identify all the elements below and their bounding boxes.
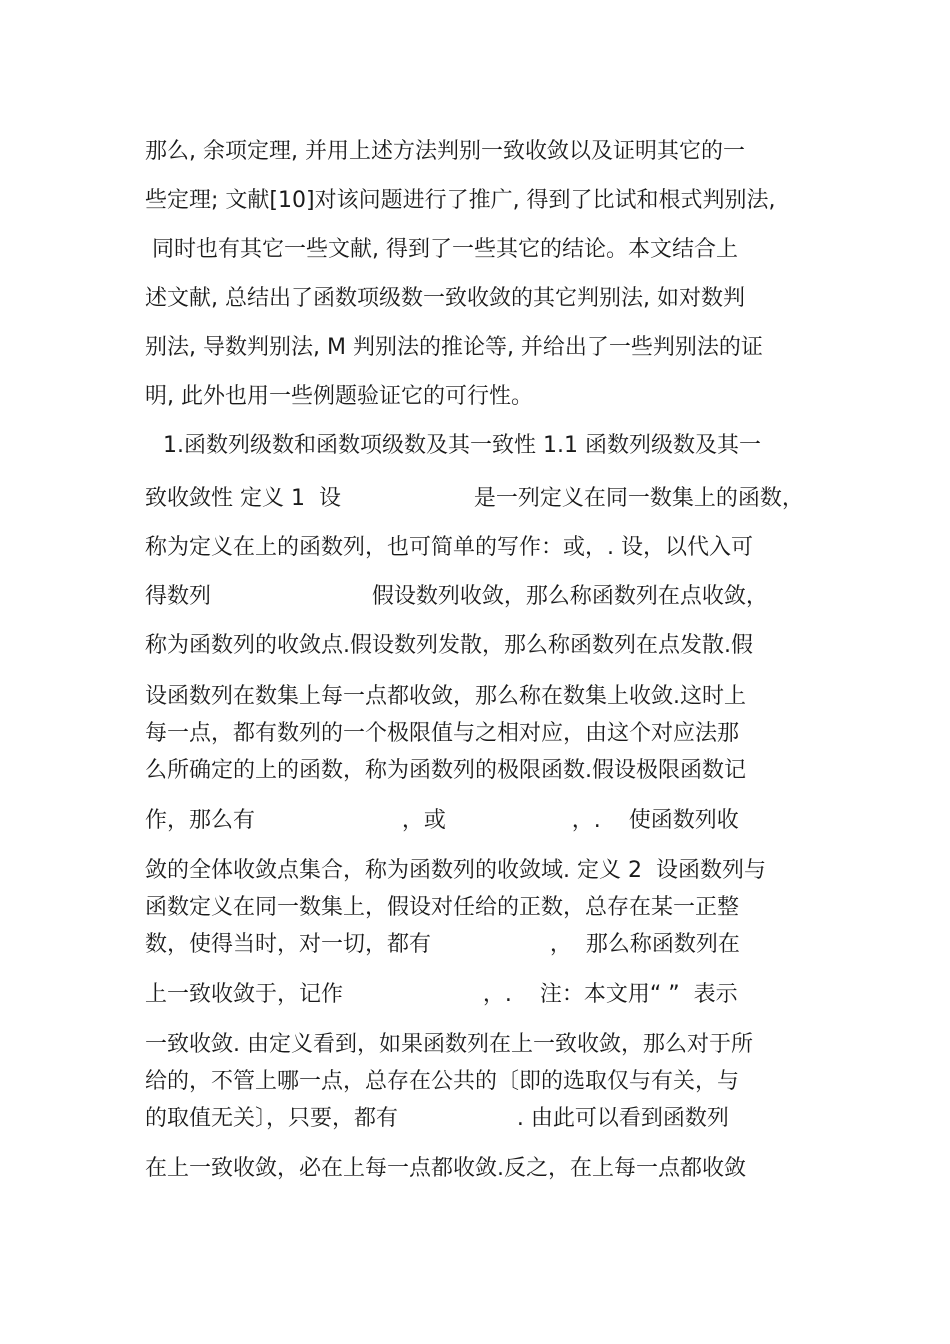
text-line: 设函数列在数集上每一点都收敛，那么称在数集上收敛.这时上: [145, 684, 746, 709]
text-line: 么所确定的上的函数，称为函数列的极限函数.假设极限函数记: [145, 758, 746, 783]
text-line: 在上一致收敛，必在上每一点都收敛.反之，在上每一点都收敛: [145, 1156, 746, 1181]
text-line: 每一点，都有数列的一个极限值与之相对应，由这个对应法那: [145, 721, 740, 746]
text-line: 给的，不管上哪一点，总存在公共的〔即的选取仅与有关，与: [145, 1069, 740, 1094]
text-line: 一致收敛. 由定义看到，如果函数列在上一致收敛，那么对于所: [145, 1032, 753, 1057]
text-line: 明, 此外也用一些例题验证它的可行性。: [145, 384, 533, 409]
text-line: 数，使得当时，对一切，都有 ， 那么称函数列在: [145, 932, 740, 957]
text-line: 别法, 导数判别法, M 判别法的推论等, 并给出了一些判别法的证: [145, 335, 763, 360]
text-line: 的取值无关〕，只要，都有 . 由此可以看到函数列: [145, 1106, 729, 1131]
text-line: 致收敛性 定义 1 设 是一列定义在同一数集上的函数，: [145, 486, 804, 511]
text-line: 那么, 余项定理, 并用上述方法判别一致收敛以及证明其它的一: [145, 139, 745, 164]
text-line: 些定理; 文献[10]对该问题进行了推广, 得到了比试和根式判别法,: [145, 188, 776, 213]
text-line: 上一致收敛于，记作 ，. 注：本文用“ ” 表示: [145, 982, 738, 1007]
text-line: 述文献, 总结出了函数项级数一致收敛的其它判别法, 如对数判: [145, 286, 745, 311]
text-line: 得数列 假设数列收敛，那么称函数列在点收敛，: [145, 584, 768, 609]
text-line: 敛的全体收敛点集合，称为函数列的收敛域. 定义 2 设函数列与: [145, 858, 766, 883]
text-line: 函数定义在同一数集上，假设对任给的正数，总存在某一正整: [145, 895, 740, 920]
text-line: 称为定义在上的函数列，也可简单的写作：或，. 设，以代入可: [145, 535, 753, 560]
text-line: 称为函数列的收敛点.假设数列发散，那么称函数列在点发散.假: [145, 633, 753, 658]
section-heading-line: 1.函数列级数和函数项级数及其一致性 1.1 函数列级数及其一: [163, 433, 761, 458]
text-line: 同时也有其它一些文献, 得到了一些其它的结论。本文结合上: [145, 237, 738, 262]
text-line: 作，那么有 ，或 ，. 使函数列收: [145, 808, 739, 833]
